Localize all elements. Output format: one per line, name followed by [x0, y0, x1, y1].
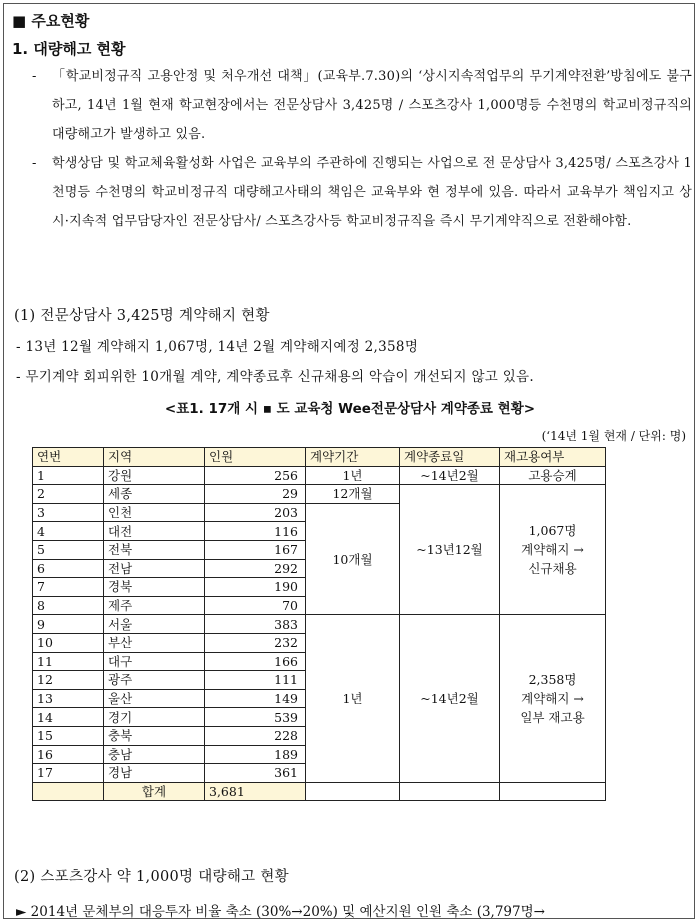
- heading-mass-layoff: 1. 대량해고 현황: [12, 40, 126, 58]
- cell-period: 1년: [306, 466, 400, 485]
- cell-count: 70: [205, 596, 306, 615]
- cell-no: 9: [33, 615, 104, 634]
- cell-count: 116: [205, 522, 306, 541]
- cell-period-merged: 1년: [306, 615, 400, 782]
- cell-region: 대구: [104, 652, 205, 671]
- paragraph-dash: -: [32, 156, 37, 171]
- rehire-count: 2,358명: [528, 672, 577, 688]
- cell-rehire-merged: [500, 485, 606, 615]
- cell-no: 15: [33, 726, 104, 745]
- subheading-sports-instructors: (2) 스포츠강사 약 1,000명 대량해고 현황: [14, 869, 289, 885]
- cell-rehire-merged: [500, 615, 606, 782]
- cell-count: 189: [205, 745, 306, 764]
- header-region: 지역: [104, 448, 205, 467]
- cell-region: 경기: [104, 708, 205, 727]
- cell-region: 서울: [104, 615, 205, 634]
- cell-count: 166: [205, 652, 306, 671]
- cell-total-blank: [400, 782, 500, 801]
- cell-no: 2: [33, 485, 104, 504]
- cell-no: 17: [33, 764, 104, 783]
- cell-no: 1: [33, 466, 104, 485]
- cell-region: 전남: [104, 559, 205, 578]
- cell-region: 울산: [104, 689, 205, 708]
- cell-no: 3: [33, 503, 104, 522]
- table-row: [33, 485, 606, 504]
- paragraph-1: [32, 62, 694, 149]
- cell-rehire: 고용승계: [500, 466, 606, 485]
- header-period: 계약기간: [306, 448, 400, 467]
- cell-count: 111: [205, 671, 306, 690]
- paragraph-dash: -: [32, 69, 37, 84]
- cell-period: 12개월: [306, 485, 400, 504]
- cell-total-blank: [33, 782, 104, 801]
- cell-no: 14: [33, 708, 104, 727]
- paragraph-2: [32, 149, 694, 236]
- cell-region: 부산: [104, 633, 205, 652]
- cell-count: 190: [205, 578, 306, 597]
- subheading-counselors: (1) 전문상담사 3,425명 계약해지 현황: [14, 308, 270, 324]
- table-unit-note: (‘14년 1월 현재 / 단위: 명): [541, 429, 686, 443]
- cell-no: 5: [33, 540, 104, 559]
- rehire-count: 1,067명: [528, 523, 577, 539]
- cell-count: 203: [205, 503, 306, 522]
- cell-region: 전북: [104, 540, 205, 559]
- cell-region: 광주: [104, 671, 205, 690]
- section-title: ■ 주요현황: [12, 12, 90, 30]
- cell-total-value: 3,681: [205, 782, 306, 801]
- cell-end-date: ~14년2월: [400, 466, 500, 485]
- document-page: [3, 3, 695, 919]
- table-header-row: [33, 448, 606, 467]
- cell-count: 228: [205, 726, 306, 745]
- bullet-item: - 무기계약 회피위한 10개월 계약, 계약종료후 신규채용의 악습이 개선되지 않고 있음.: [16, 369, 534, 385]
- cell-no: 11: [33, 652, 104, 671]
- cell-count: 232: [205, 633, 306, 652]
- cell-region: 대전: [104, 522, 205, 541]
- cell-no: 7: [33, 578, 104, 597]
- cell-region: 경남: [104, 764, 205, 783]
- cell-region: 충북: [104, 726, 205, 745]
- cell-no: 10: [33, 633, 104, 652]
- cell-end-date-merged: ~14년2월: [400, 615, 500, 782]
- rehire-result: 일부 재고용: [520, 710, 585, 726]
- header-end-date: 계약종료일: [400, 448, 500, 467]
- cell-total-blank: [500, 782, 606, 801]
- cell-total-label: 합계: [104, 782, 205, 801]
- cell-no: 12: [33, 671, 104, 690]
- cell-region: 충남: [104, 745, 205, 764]
- cell-no: 4: [33, 522, 104, 541]
- table-caption: <표1. 17개 시 ▪ 도 교육청 Wee전문상담사 계약종료 현황>: [164, 401, 536, 417]
- cell-count: 361: [205, 764, 306, 783]
- table-row: [33, 466, 606, 485]
- rehire-status: 계약해지 →: [521, 542, 584, 558]
- header-count: 인원: [205, 448, 306, 467]
- cell-count: 539: [205, 708, 306, 727]
- cell-count: 29: [205, 485, 306, 504]
- cell-no: 13: [33, 689, 104, 708]
- paragraph-text: 학생상담 및 학교체육활성화 사업은 교육부의 주관하에 진행되는 사업으로 전 문상담사 3,425명/ 스포츠강사 1천명등 수천명의 학교비정규직 대량해고사태의 책임은 교육부와 현 정부에 있음. 따라서 교육부가 책임지고 상시·지속적 업무담당자인 전문상담사/ 스포츠강사등 학교비정규직을 즉시 무기계약직으로 전환해야함.: [52, 156, 692, 229]
- cell-count: 149: [205, 689, 306, 708]
- cell-total-blank: [306, 782, 400, 801]
- cell-count: 167: [205, 540, 306, 559]
- counselor-contract-table: [32, 447, 606, 801]
- rehire-status: 계약해지 →: [521, 691, 584, 707]
- table-total-row: [33, 782, 606, 801]
- cell-region: 인천: [104, 503, 205, 522]
- cell-count: 292: [205, 559, 306, 578]
- cell-no: 6: [33, 559, 104, 578]
- bullet-item: ► 2014년 문체부의 대응투자 비율 축소 (30%→20%) 및 예산지원 인원 축소 (3,797명→: [16, 904, 545, 919]
- bullet-item: - 13년 12월 계약해지 1,067명, 14년 2월 계약해지예정 2,358명: [16, 339, 419, 355]
- cell-no: 8: [33, 596, 104, 615]
- cell-count: 383: [205, 615, 306, 634]
- header-rehire: 재고용여부: [500, 448, 606, 467]
- cell-region: 세종: [104, 485, 205, 504]
- cell-end-date-merged: ~13년12월: [400, 485, 500, 615]
- cell-region: 제주: [104, 596, 205, 615]
- cell-period-merged: 10개월: [306, 503, 400, 615]
- header-no: 연번: [33, 448, 104, 467]
- paragraph-text: 「학교비정규직 고용안정 및 처우개선 대책」(교육부.7.30)의 ‘상시지속적업무의 무기계약전환’방침에도 불구하고, 14년 1월 현재 학교현장에서는 전문상담사 3,425명 / 스포츠강사 1,000명등 수천명의 학교비정규직의 대량해고가 발생하고 있음.: [52, 69, 692, 142]
- cell-region: 강원: [104, 466, 205, 485]
- rehire-result: 신규채용: [528, 561, 577, 577]
- cell-no: 16: [33, 745, 104, 764]
- table-row: [33, 615, 606, 634]
- cell-count: 256: [205, 466, 306, 485]
- cell-region: 경북: [104, 578, 205, 597]
